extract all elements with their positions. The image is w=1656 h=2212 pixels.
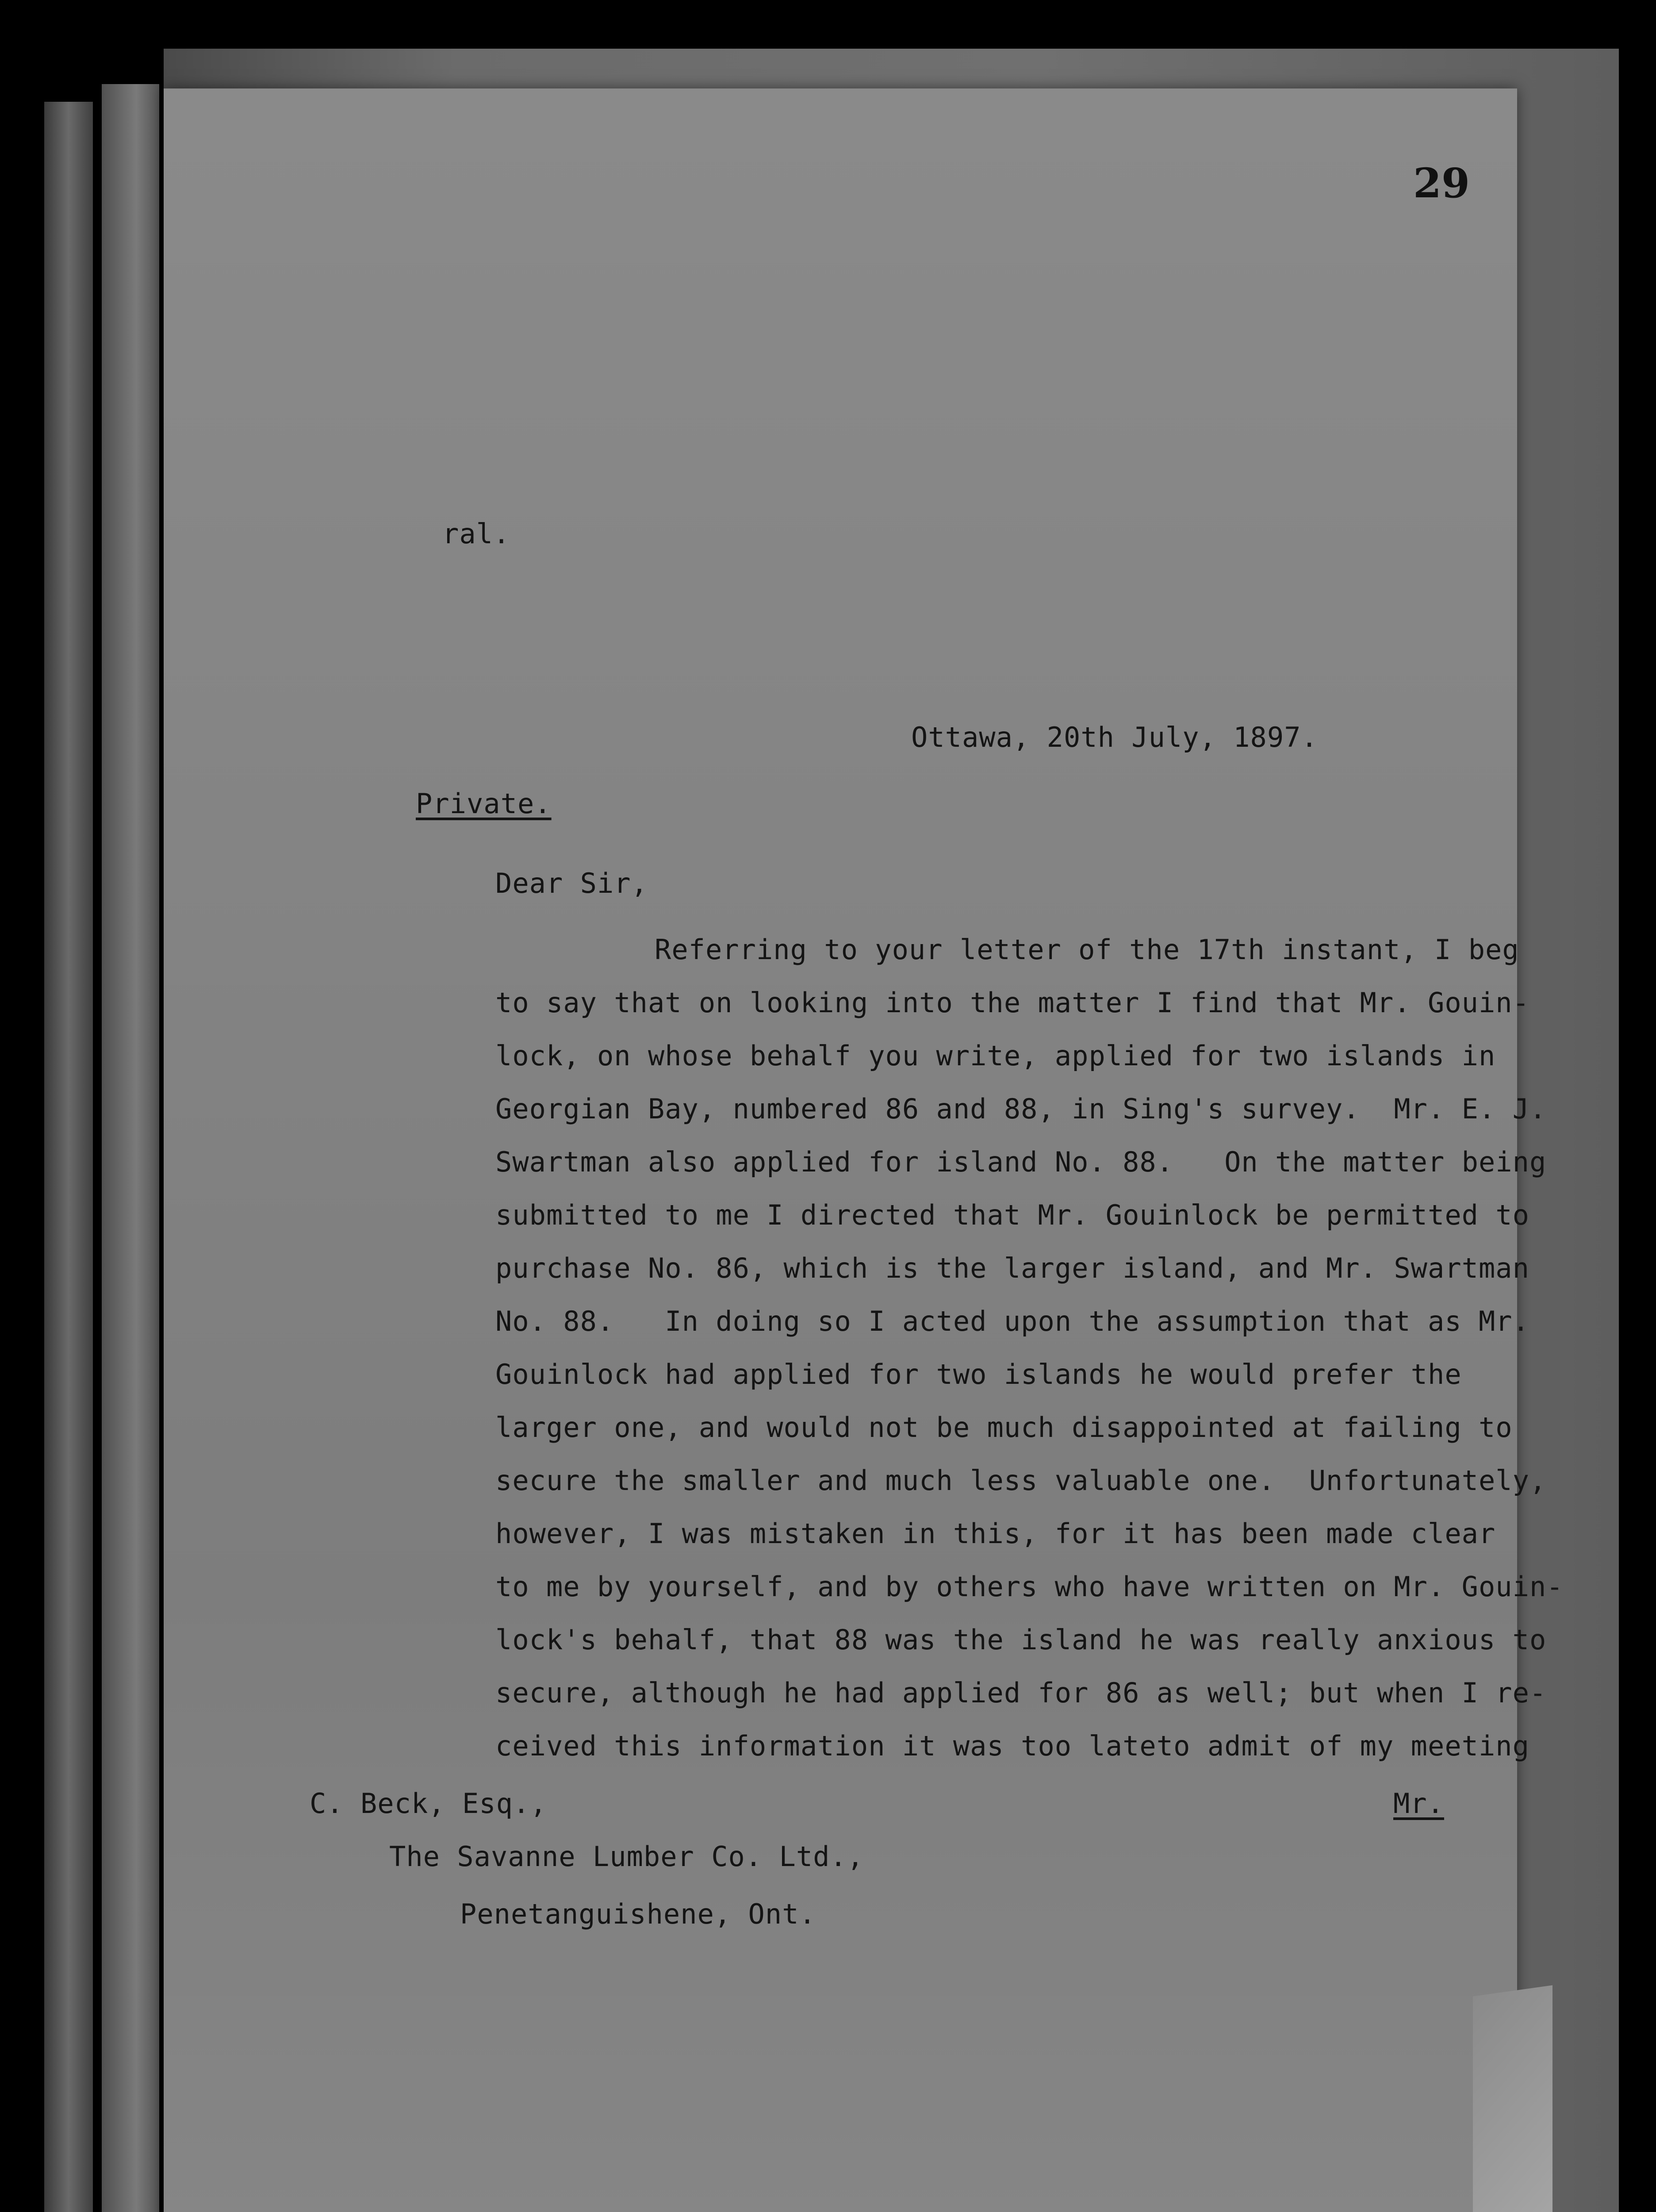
body-line: lock's behalf, that 88 was the island he was really anxious to [495, 1624, 1547, 1656]
body-line: Georgian Bay, numbered 86 and 88, in Sing's survey. Mr. E. J. [495, 1093, 1547, 1125]
body-line: lock, on whose behalf you write, applied for two islands in [495, 1040, 1496, 1072]
page-curl [1473, 1985, 1552, 2212]
body-line: submitted to me I directed that Mr. Gouinlock be permitted to [495, 1199, 1530, 1231]
addressee-place: Penetanguishene, Ont. [460, 1898, 816, 1930]
body-line: purchase No. 86, which is the larger island, and Mr. Swartman [495, 1252, 1530, 1284]
adjacent-page-edge [102, 84, 159, 2212]
page-number: 29 [1413, 159, 1470, 207]
addressee-company: The Savanne Lumber Co. Ltd., [389, 1840, 864, 1873]
catchword: Mr. [1393, 1787, 1444, 1820]
salutation: Dear Sir, [495, 867, 648, 899]
body-line: to me by yourself, and by others who have written on Mr. Gouin- [495, 1571, 1564, 1603]
body-line: larger one, and would not be much disappointed at failing to [495, 1411, 1513, 1444]
body-line: ceived this information it was too lateto admit of my meeting [495, 1730, 1530, 1762]
body-line: however, I was mistaken in this, for it has been made clear [495, 1517, 1496, 1550]
body-line: No. 88. In doing so I acted upon the assumption that as Mr. [495, 1305, 1530, 1337]
body-line: Swartman also applied for island No. 88. On the matter being [495, 1146, 1547, 1178]
private-marking: Private. [416, 787, 552, 820]
body-line: Gouinlock had applied for two islands he would prefer the [495, 1358, 1462, 1390]
body-line: Referring to your letter of the 17th instant, I beg [655, 933, 1519, 966]
addressee-name: C. Beck, Esq., [310, 1787, 547, 1820]
header-fragment: ral. [442, 518, 510, 550]
dateline: Ottawa, 20th July, 1897. [911, 721, 1318, 753]
body-line: secure, although he had applied for 86 as well; but when I re- [495, 1677, 1547, 1709]
body-line: to say that on looking into the matter I find that Mr. Gouin- [495, 987, 1530, 1019]
body-line: secure the smaller and much less valuable one. Unfortunately, [495, 1464, 1547, 1497]
film-edge-strip [44, 102, 93, 2212]
